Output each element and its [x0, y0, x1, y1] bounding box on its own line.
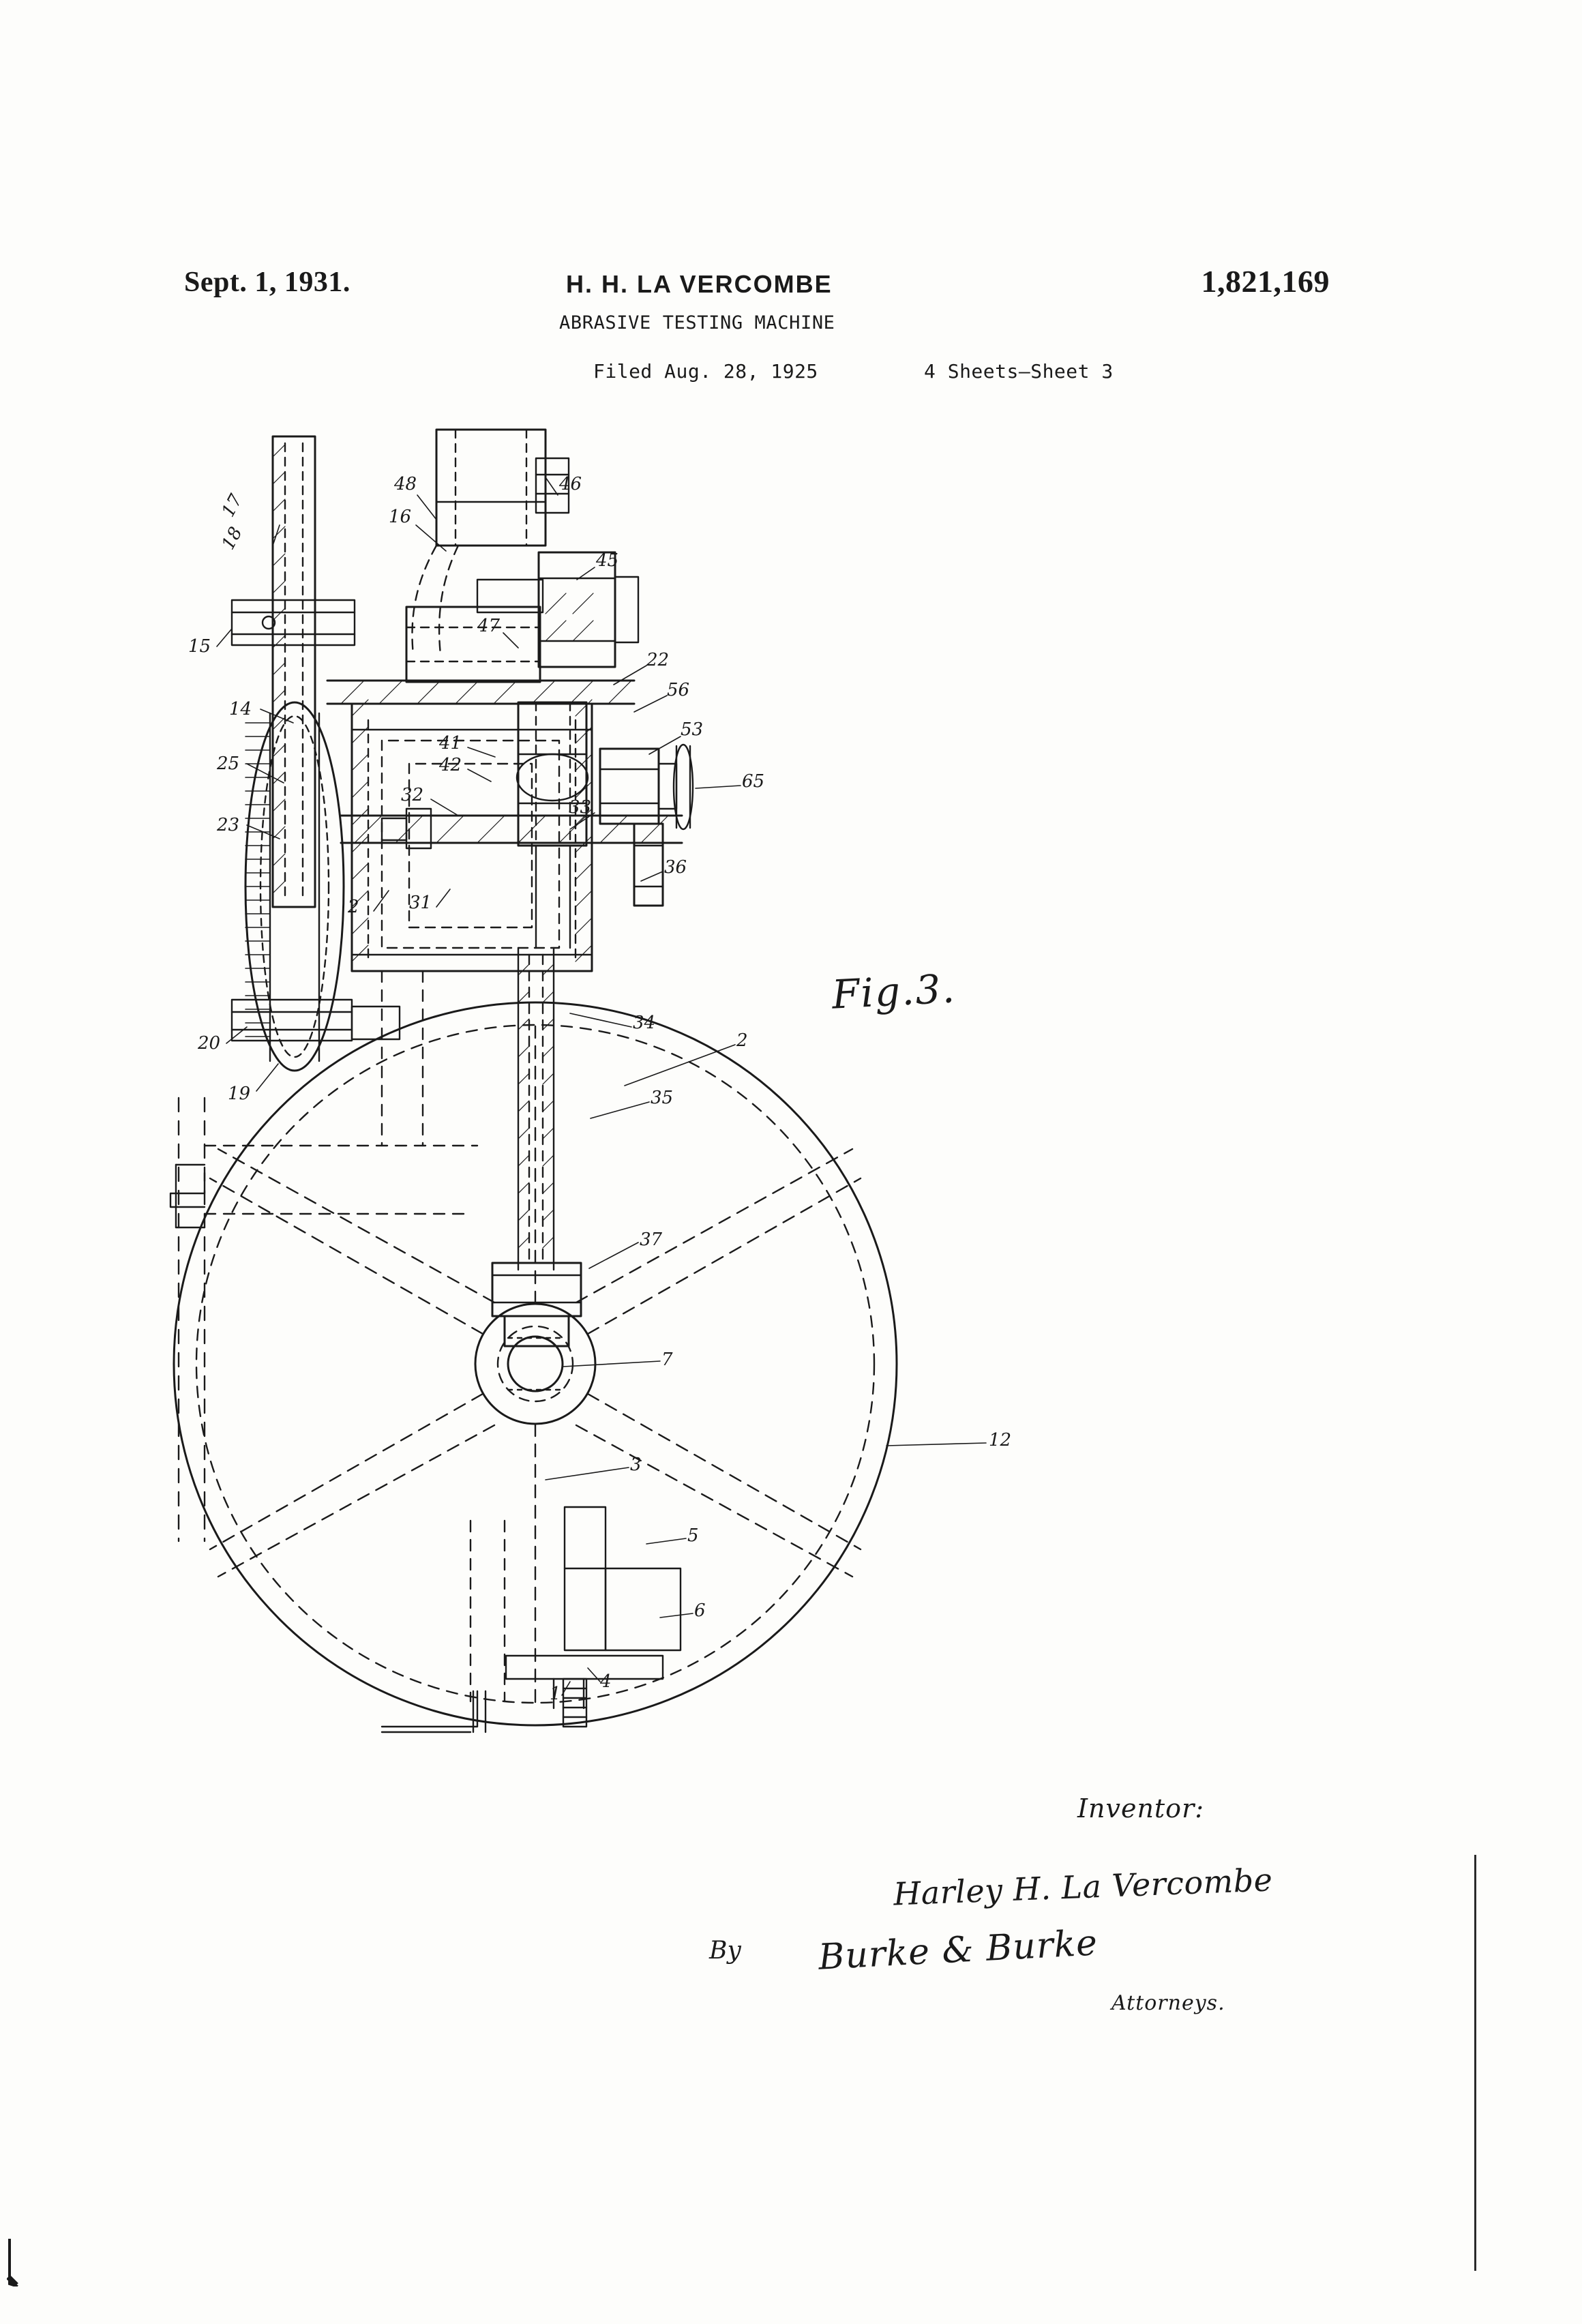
ref-14: 14 — [229, 699, 252, 719]
ref-22: 22 — [646, 650, 670, 670]
ref-1: 1 — [550, 1684, 561, 1704]
patent-title: ABRASIVE TESTING MACHINE — [559, 312, 835, 333]
horizontal-shaft — [341, 809, 682, 848]
ref-6: 6 — [694, 1600, 706, 1621]
ref-18: 18 — [218, 523, 247, 554]
patent-number: 1,821,169 — [1201, 264, 1330, 299]
belt-pulley — [245, 702, 344, 1071]
ref-35: 35 — [651, 1088, 674, 1108]
ref-37: 37 — [640, 1230, 663, 1250]
ref-23: 23 — [217, 815, 240, 835]
ref-48: 48 — [394, 474, 417, 494]
ref-32: 32 — [401, 785, 424, 805]
inventor-signature: Harley H. La Vercombe — [893, 1861, 1274, 1913]
ref-47: 47 — [477, 616, 501, 636]
reference-numeral-labels — [188, 474, 1011, 1704]
ref-17: 17 — [218, 490, 247, 521]
ref-2-left: 2 — [348, 897, 359, 917]
abrasive-wheel-assembly — [174, 1002, 897, 1725]
ref-56: 56 — [667, 680, 690, 700]
ref-36: 36 — [664, 857, 687, 878]
by-label: By — [709, 1937, 741, 1965]
ref-16: 16 — [389, 507, 412, 527]
filed-date: Filed Aug. 28, 1925 — [593, 360, 818, 383]
corner-registration-mark — [7, 2239, 34, 2286]
right-margin-rule — [1474, 1855, 1476, 2271]
page-header — [184, 266, 1412, 423]
machine-head — [232, 430, 693, 1146]
bearing-bracket — [232, 600, 355, 645]
inventor-label: Inventor: — [1077, 1793, 1205, 1823]
ref-2-right: 2 — [736, 1030, 748, 1051]
gear-housing — [352, 700, 592, 971]
ref-19: 19 — [228, 1084, 251, 1104]
attorney-signature: Burke & Burke — [817, 1922, 1099, 1978]
figure-3-drawing — [0, 409, 1582, 2080]
ref-34: 34 — [633, 1013, 656, 1033]
ref-41: 41 — [439, 733, 462, 754]
sheet-count: 4 Sheets–Sheet 3 — [924, 360, 1114, 383]
ref-25: 25 — [217, 754, 240, 774]
vertical-column — [273, 436, 315, 907]
ref-20: 20 — [198, 1033, 221, 1054]
ref-46: 46 — [559, 474, 582, 494]
ref-33: 33 — [569, 797, 592, 818]
filing-date: Sept. 1, 1931. — [184, 267, 350, 298]
ref-12: 12 — [989, 1430, 1012, 1450]
machine-base — [382, 1507, 681, 1732]
ref-65: 65 — [742, 771, 765, 792]
ref-31: 31 — [409, 893, 432, 913]
ref-7: 7 — [661, 1350, 673, 1370]
lead-lines — [217, 450, 986, 1695]
ref-45: 45 — [596, 550, 619, 571]
ref-4: 4 — [600, 1671, 612, 1692]
inventor-header-name: H. H. LA VERCOMBE — [566, 270, 833, 298]
lower-right-flange — [634, 824, 663, 906]
ref-42: 42 — [439, 755, 462, 775]
upper-deck — [327, 681, 634, 704]
ref-15: 15 — [188, 636, 211, 657]
ref-53: 53 — [681, 719, 704, 740]
attorneys-label: Attorneys. — [1111, 1991, 1225, 2015]
figure-label: Fig.3. — [831, 965, 957, 1018]
ref-3: 3 — [630, 1455, 642, 1475]
ref-5: 5 — [687, 1525, 699, 1546]
patent-drawing — [0, 409, 1582, 2080]
